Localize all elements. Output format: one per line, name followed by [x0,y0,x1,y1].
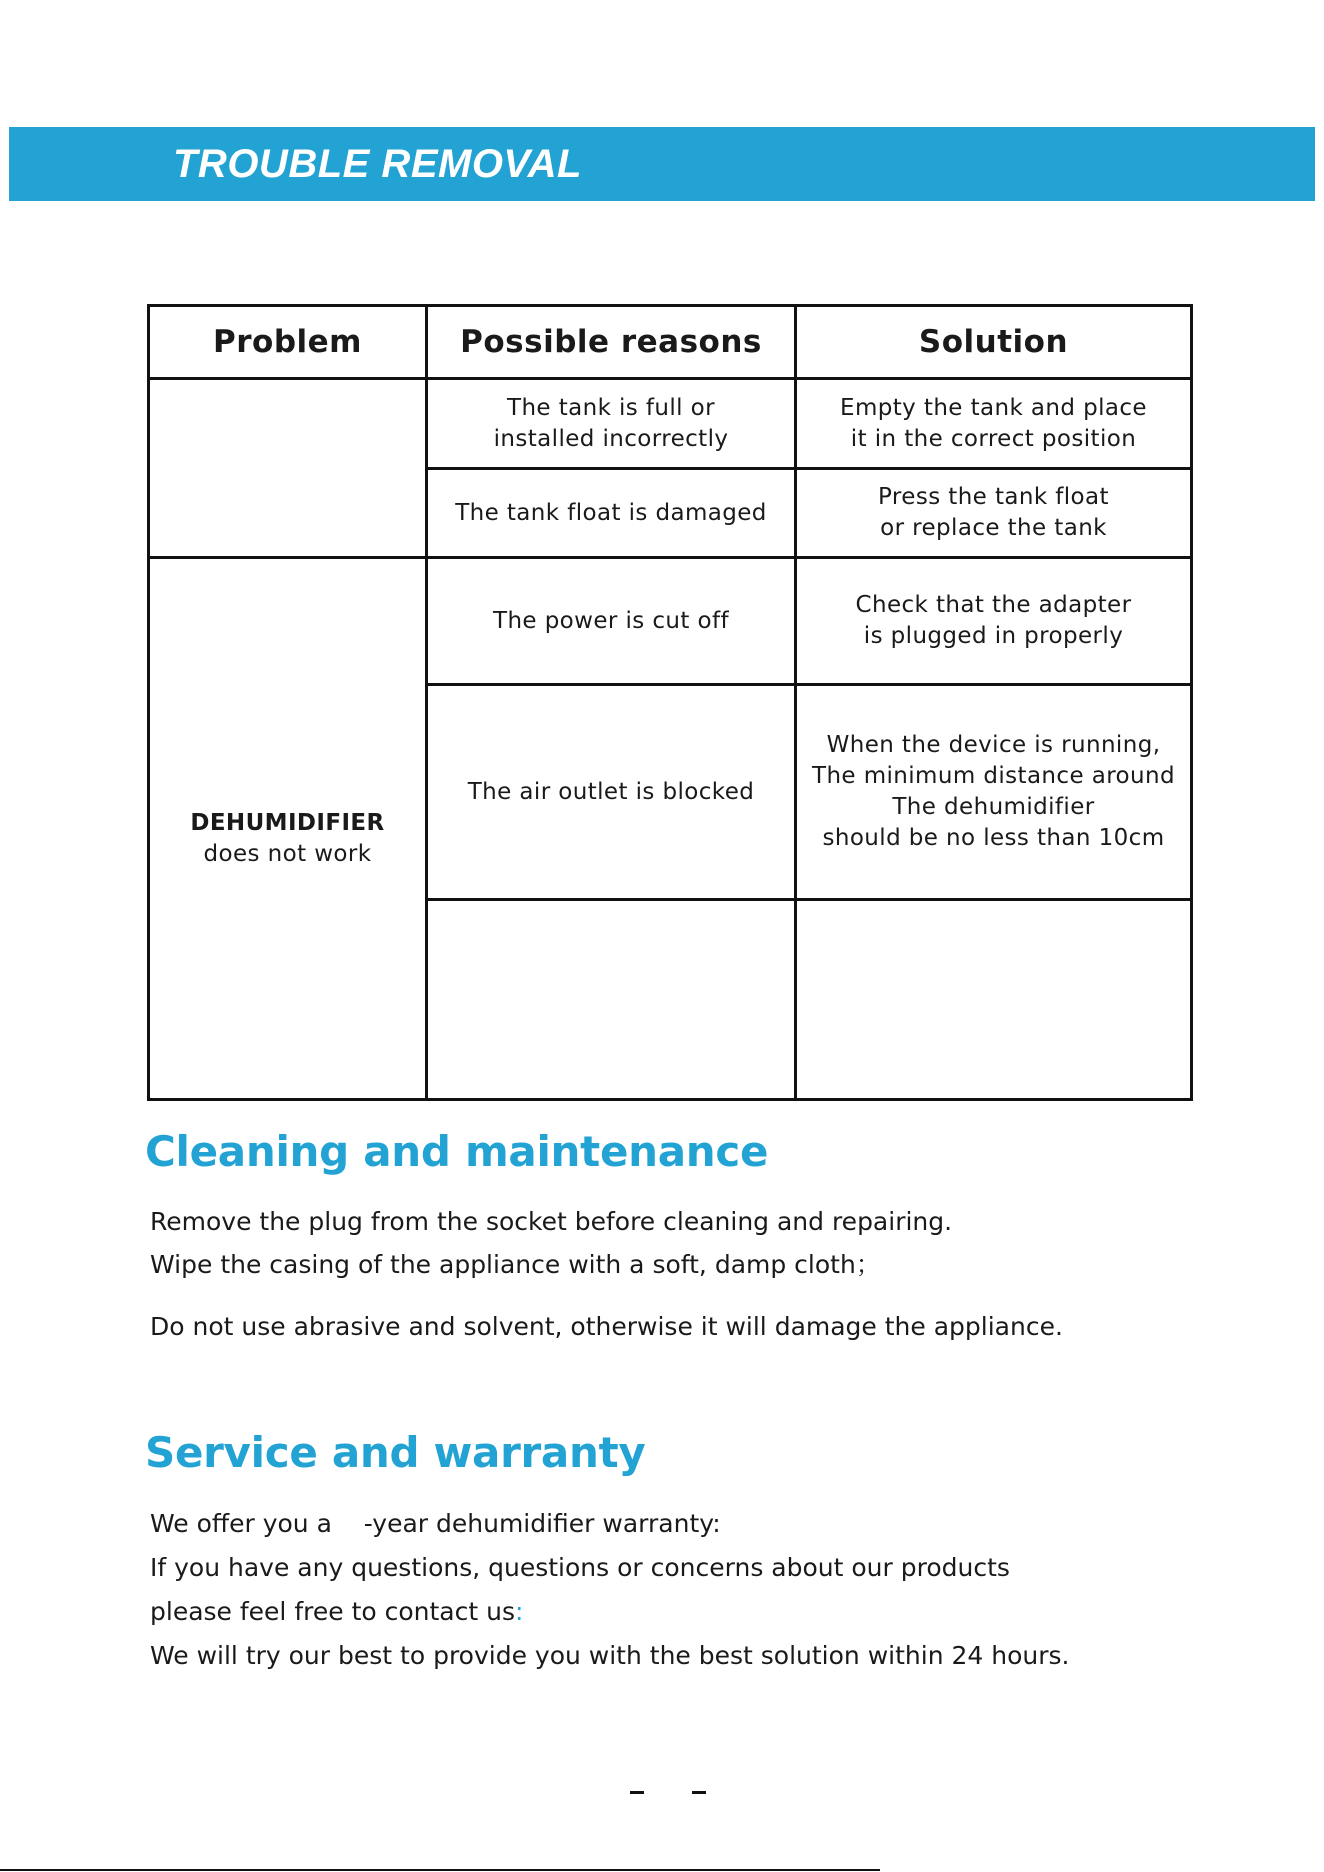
problem-cell [149,558,427,1100]
solution-cell [796,558,1192,685]
colon-accent: : [514,1597,524,1626]
reason-line: The tank is full or [507,394,715,421]
table-row [149,379,1192,469]
solution-line: Check that the adapter [855,592,1132,619]
reason-line: installed incorrectly [493,425,729,452]
service-line-4: We will try our best to provide you with the best solution within 24 hours. [150,1641,1070,1670]
cleaning-line-3: Do not use abrasive and solvent, otherwise it will damage the appliance. [150,1312,1063,1341]
header-banner [9,127,1315,201]
solution-line: When the device is running, [826,732,1161,759]
reason-cell [427,469,796,558]
column-header-reasons: Possible reasons [427,306,796,379]
solution-cell [796,685,1192,899]
solution-line: The minimum distance around [812,763,1175,790]
solution-cell [796,379,1192,469]
column-header-problem: Problem [149,306,427,379]
solution-line: or replace the tank [880,515,1107,542]
solution-line: Empty the tank and place [840,394,1147,421]
problem-line-1: DEHUMIDIFIER [190,809,385,836]
cleaning-line-1: Remove the plug from the socket before cleaning and repairing. [150,1207,953,1236]
solution-cell-empty [796,899,1192,1099]
troubleshooting-table [147,304,1193,1101]
solution-line: is plugged in properly [863,623,1124,650]
bottom-rule [0,1869,880,1871]
solution-cell [796,469,1192,558]
service-heading: Service and warranty [145,1428,646,1477]
solution-line: it in the correct position [850,425,1137,452]
table-header-row [149,306,1192,379]
reason-line: The tank float is damaged [455,499,767,526]
page-number-marks [628,1783,708,1803]
page-dash-right [692,1791,706,1794]
table-row [149,558,1192,685]
reason-line: The air outlet is blocked [467,778,755,805]
solution-line: The dehumidifier [892,794,1095,821]
problem-line-2: does not work [203,840,372,867]
reason-cell-empty [427,899,796,1099]
service-line-2: If you have any questions, questions or concerns about our products [150,1553,1010,1582]
reason-cell [427,379,796,469]
reason-line: The power is cut off [493,607,729,634]
solution-line: should be no less than 10cm [822,825,1165,852]
reason-cell [427,558,796,685]
service-line-3 [150,1597,523,1627]
problem-cell-empty [149,379,427,558]
service-line-3-text: please feel free to contact us [150,1597,515,1626]
reason-cell [427,685,796,899]
page-title: TROUBLE REMOVAL [173,142,582,186]
column-header-solution: Solution [796,306,1192,379]
page-dash-left [630,1791,644,1794]
cleaning-heading: Cleaning and maintenance [145,1127,769,1176]
solution-line: Press the tank float [878,484,1109,511]
service-line-1: We offer you a -year dehumidifier warranty: [150,1509,721,1538]
cleaning-line-2: Wipe the casing of the appliance with a soft, damp cloth； [150,1250,881,1279]
